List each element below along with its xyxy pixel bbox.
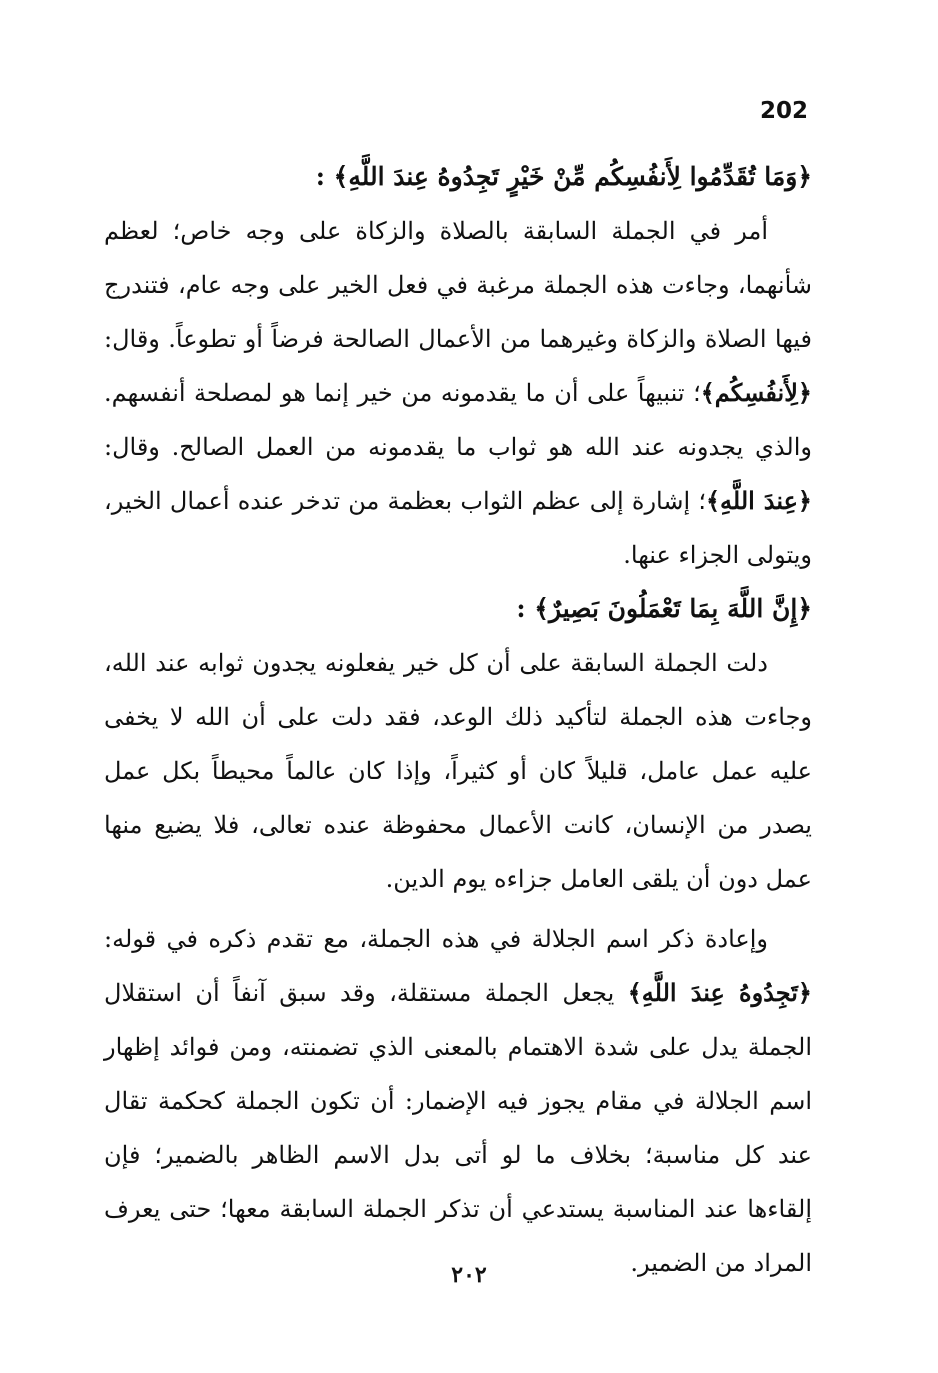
page-number-top: 202 <box>759 98 808 124</box>
paragraph-3-text-b: يجعل الجملة مستقلة، وقد سبق آنفاً أن استقلال الجملة يدل على شدة الاهتمام بالمعنى الذي تضمنته، ومن فوائد إظهار اسم الجلالة في مقام يجوز فيه الإضمار: أن تكون الجملة كحكمة تقال عند كل مناسبة؛ بخلاف ما لو أتى بدل الاسم الظاهر بالضمير؛ فإن إلقاءها عند المناسبة يستدعي أن تذكر الجملة السابقة معها؛ حتى يعرف المراد من الضمير. <box>104 979 812 1277</box>
section-heading-1: ﴿وَمَا تُقَدِّمُوا لِأَنفُسِكُم مِّنْ خَيْرٍ تَجِدُوهُ عِندَ اللَّهِ﴾ : <box>315 162 812 191</box>
paragraph-3 <box>104 912 812 1290</box>
paragraph-3-text-a: وإعادة ذكر اسم الجلالة في هذه الجملة، مع تقدم ذكره في قوله: <box>104 925 768 953</box>
section-heading-2: ﴿إِنَّ اللَّهَ بِمَا تَعْمَلُونَ بَصِيرٌ﴾ : <box>516 594 812 623</box>
page-content <box>104 150 812 1290</box>
quran-quote-inda-allah: ﴿عِندَ اللَّهِ﴾ <box>705 486 812 515</box>
paragraph-2: دلت الجملة السابقة على أن كل خير يفعلونه يجدون ثوابه عند الله، وجاءت هذه الجملة لتأكيد ذلك الوعد، فقد دلت على أن الله لا يخفى عليه عمل عامل، قليلاً كان أو كثيراً، وإذا كان عالماً محيطاً بكل عمل يصدر من الإنسان، كانت الأعمال محفوظة عنده تعالى، فلا يضيع منها عمل دون أن يلقى العامل جزاءه يوم الدين. <box>104 649 812 893</box>
quran-quote-tajiduhu: ﴿تَجِدُوهُ عِندَ اللَّهِ﴾ <box>627 978 812 1007</box>
page-number-bottom: ٢٠٢ <box>451 1262 487 1288</box>
paragraph-1-text-a: أمر في الجملة السابقة بالصلاة والزكاة على وجه خاص؛ لعظم شأنهما، وجاءت هذه الجملة مرغبة في فعل الخير على وجه عام، فتندرج فيها الصلاة والزكاة وغيرهما من الأعمال الصالحة فرضاً أو تطوعاً. وقال: <box>104 217 813 353</box>
paragraph-1 <box>104 204 812 582</box>
quran-quote-anfusikum: ﴿لِأَنفُسِكُم﴾ <box>700 378 812 407</box>
paragraph-1-text-c: ؛ إشارة إلى عظم الثواب بعظمة من تدخر عنده أعمال الخير، ويتولى الجزاء عنها. <box>104 487 812 569</box>
paragraph-1-text-b: ؛ تنبيهاً على أن ما يقدمونه من خير إنما هو لمصلحة أنفسهم. والذي يجدونه عند الله هو ثواب ما يقدمونه من العمل الصالح. وقال: <box>104 379 812 461</box>
